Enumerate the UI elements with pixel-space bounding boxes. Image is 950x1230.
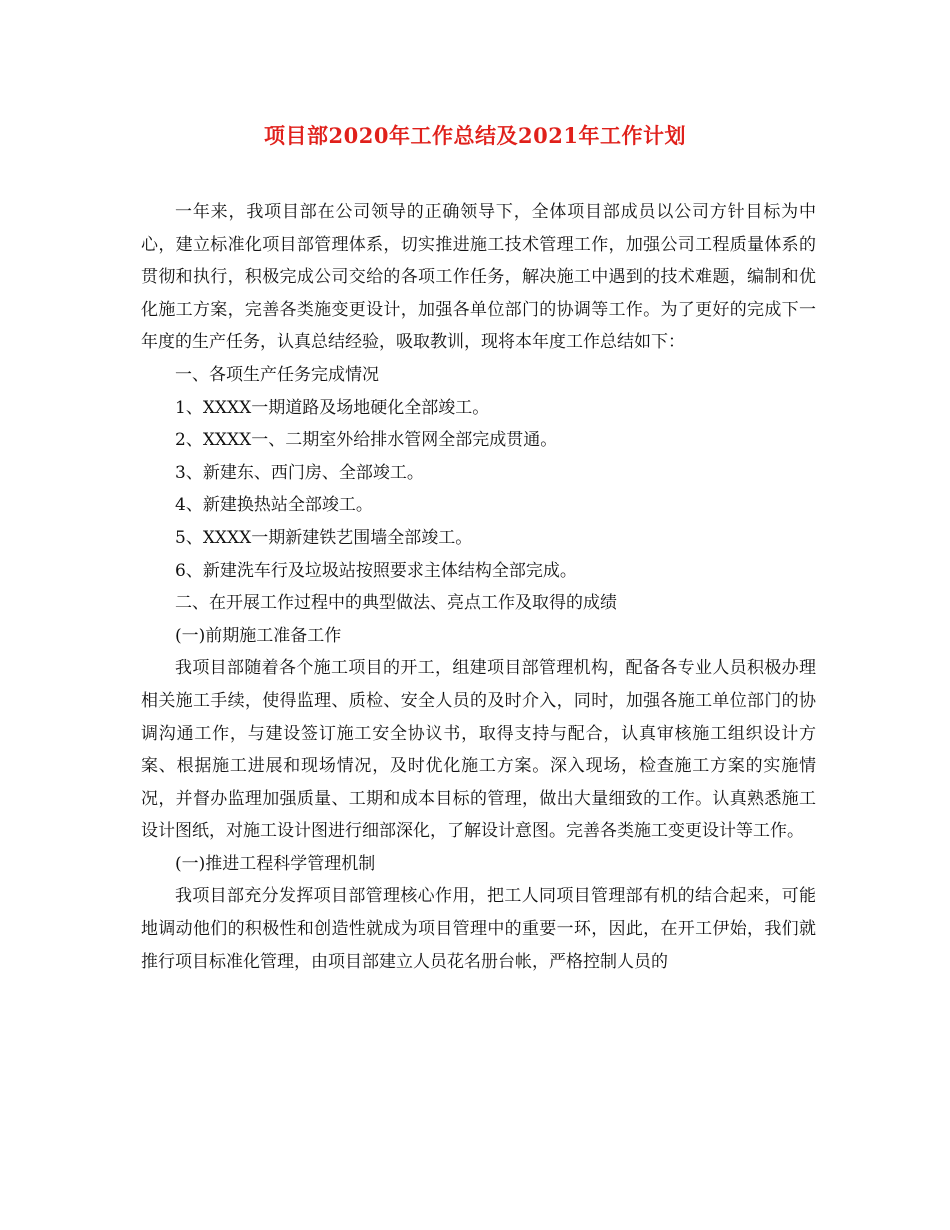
intro-paragraph: 一年来，我项目部在公司领导的正确领导下，全体项目部成员以公司方针目标为中心，建立标准化项目部管理体系，切实推进施工技术管理工作，加强公司工程质量体系的贯彻和执行，积极完成公司交给的各项工作任务，解决施工中遇到的技术难题，编制和优化施工方案，完善各类施变更设计，加强各单位部门的协调等工作。为了更好的完成下一年度的生产任务，认真总结经验，吸取教训，现将本年度工作总结如下： xyxy=(141,202,816,353)
list-item: 4、新建换热站全部竣工。 xyxy=(175,495,373,516)
subsection-heading: (一)前期施工准备工作 xyxy=(175,625,342,646)
list-item: 3、新建东、西门房、全部竣工。 xyxy=(175,462,424,483)
list-item: 1、XXXX一期道路及场地硬化全部竣工。 xyxy=(175,397,490,418)
section-heading-2: 二、在开展工作过程中的典型做法、亮点工作及取得的成绩 xyxy=(175,593,617,614)
body-paragraph: 我项目部随着各个施工项目的开工，组建项目部管理机构，配备各专业人员积极办理相关施工手续，使得监理、质检、安全人员的及时介入，同时，加强各施工单位部门的协调沟通工作，与建设签订施工安全协议书，取得支持与配合，认真审核施工组织设计方案、根据施工进展和现场情况，及时优化施工方案。深入现场，检查施工方案的实施情况，并督办监理加强质量、工期和成本目标的管理，做出大量细致的工作。认真熟悉施工设计图纸，对施工设计图进行细部深化，了解设计意图。完善各类施工变更设计等工作。 xyxy=(141,658,816,842)
body-paragraph: 我项目部充分发挥项目部管理核心作用，把工人同项目管理部有机的结合起来，可能地调动他们的积极性和创造性就成为项目管理中的重要一环，因此，在开工伊始，我们就推行项目标准化管理，由项目部建立人员花名册台帐，严格控制人员的 xyxy=(141,886,816,972)
document-body xyxy=(141,196,816,978)
list-item: 5、XXXX一期新建铁艺围墙全部竣工。 xyxy=(175,527,473,548)
document-title: 项目部2020年工作总结及2021年工作计划 xyxy=(264,123,686,148)
section-heading-1: 一、各项生产任务完成情况 xyxy=(175,364,379,385)
subsection-heading: (一)推进工程科学管理机制 xyxy=(175,853,376,874)
list-item: 6、新建洗车行及垃圾站按照要求主体结构全部完成。 xyxy=(175,560,577,581)
list-item: 2、XXXX一、二期室外给排水管网全部完成贯通。 xyxy=(175,430,558,451)
